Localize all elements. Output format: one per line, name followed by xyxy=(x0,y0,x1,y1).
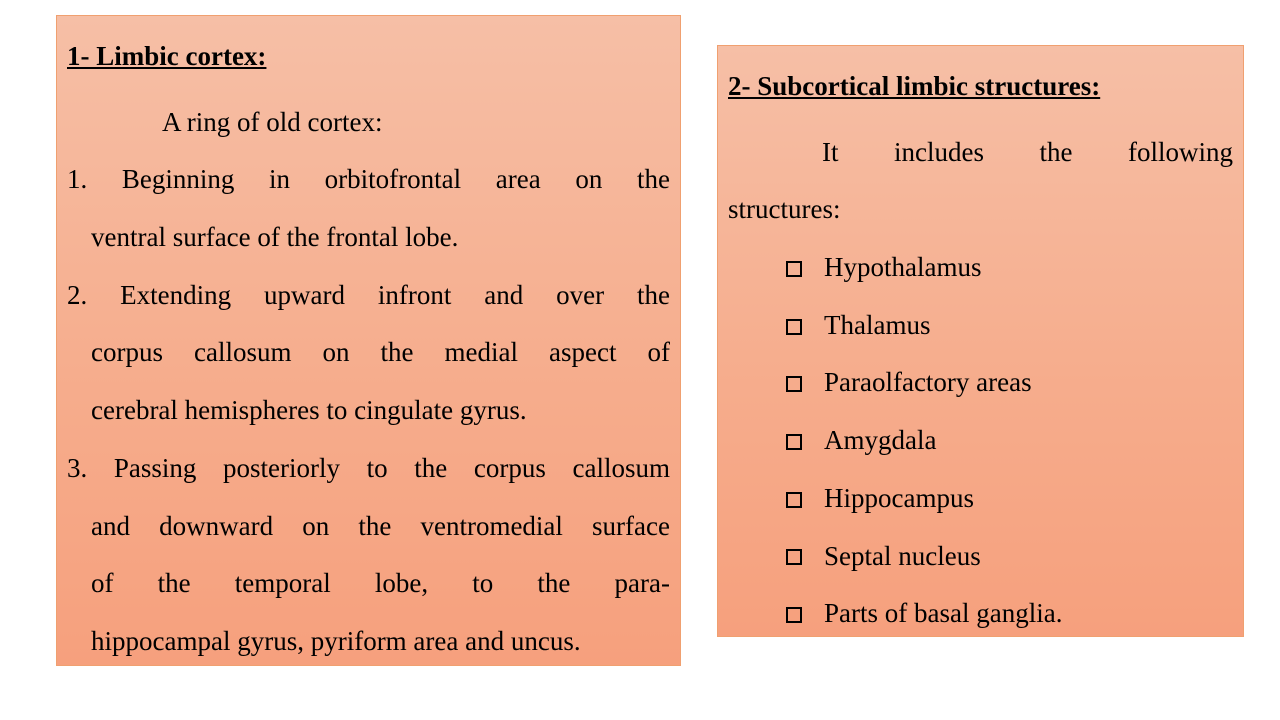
limbic-cortex-heading: 1- Limbic cortex: xyxy=(67,41,267,71)
bullet-label: Hypothalamus xyxy=(824,252,982,283)
list-item-2-line-3: cerebral hemispheres to cingulate gyrus. xyxy=(91,395,527,426)
subcortical-heading: 2- Subcortical limbic structures: xyxy=(728,71,1101,101)
list-item-3-line-4: hippocampal gyrus, pyriform area and uncus. xyxy=(91,625,581,656)
subcortical-intro-line-1: It includes the following xyxy=(822,136,1233,167)
checkbox-bullet-icon xyxy=(786,492,802,508)
checkbox-bullet-icon xyxy=(786,434,802,450)
limbic-cortex-intro: A ring of old cortex: xyxy=(162,106,383,137)
bullet-label: Paraolfactory areas xyxy=(824,367,1032,398)
list-item xyxy=(728,470,1233,528)
checkbox-bullet-icon xyxy=(786,319,802,335)
list-item-2-line-1: 2. Extending upward infront and over the xyxy=(67,279,670,310)
list-item-1-line-2: ventral surface of the frontal lobe. xyxy=(91,222,459,253)
checkbox-bullet-icon xyxy=(786,376,802,392)
bullet-label: Thalamus xyxy=(824,309,931,340)
list-item xyxy=(728,585,1233,643)
subcortical-structures-box xyxy=(717,45,1244,637)
list-item-3-line-2: and downward on the ventromedial surface xyxy=(91,510,670,541)
list-item-3-line-3: of the temporal lobe, to the para- xyxy=(91,568,670,599)
bullet-label: Parts of basal ganglia. xyxy=(824,598,1063,629)
list-item xyxy=(728,528,1233,586)
checkbox-bullet-icon xyxy=(786,261,802,277)
list-item xyxy=(728,354,1233,412)
bullet-label: Septal nucleus xyxy=(824,540,981,571)
list-item-3-line-1: 3. Passing posteriorly to the corpus callosum xyxy=(67,452,670,483)
limbic-cortex-box xyxy=(56,15,681,666)
bullet-label: Hippocampus xyxy=(824,482,974,513)
list-item xyxy=(728,297,1233,355)
list-item-1-line-1: 1. Beginning in orbitofrontal area on the xyxy=(67,164,670,195)
list-item xyxy=(728,239,1233,297)
list-item xyxy=(728,412,1233,470)
checkbox-bullet-icon xyxy=(786,549,802,565)
bullet-label: Amygdala xyxy=(824,425,937,456)
list-item-2-line-2: corpus callosum on the medial aspect of xyxy=(91,337,670,368)
subcortical-intro-line-2: structures: xyxy=(728,194,841,225)
checkbox-bullet-icon xyxy=(786,607,802,623)
